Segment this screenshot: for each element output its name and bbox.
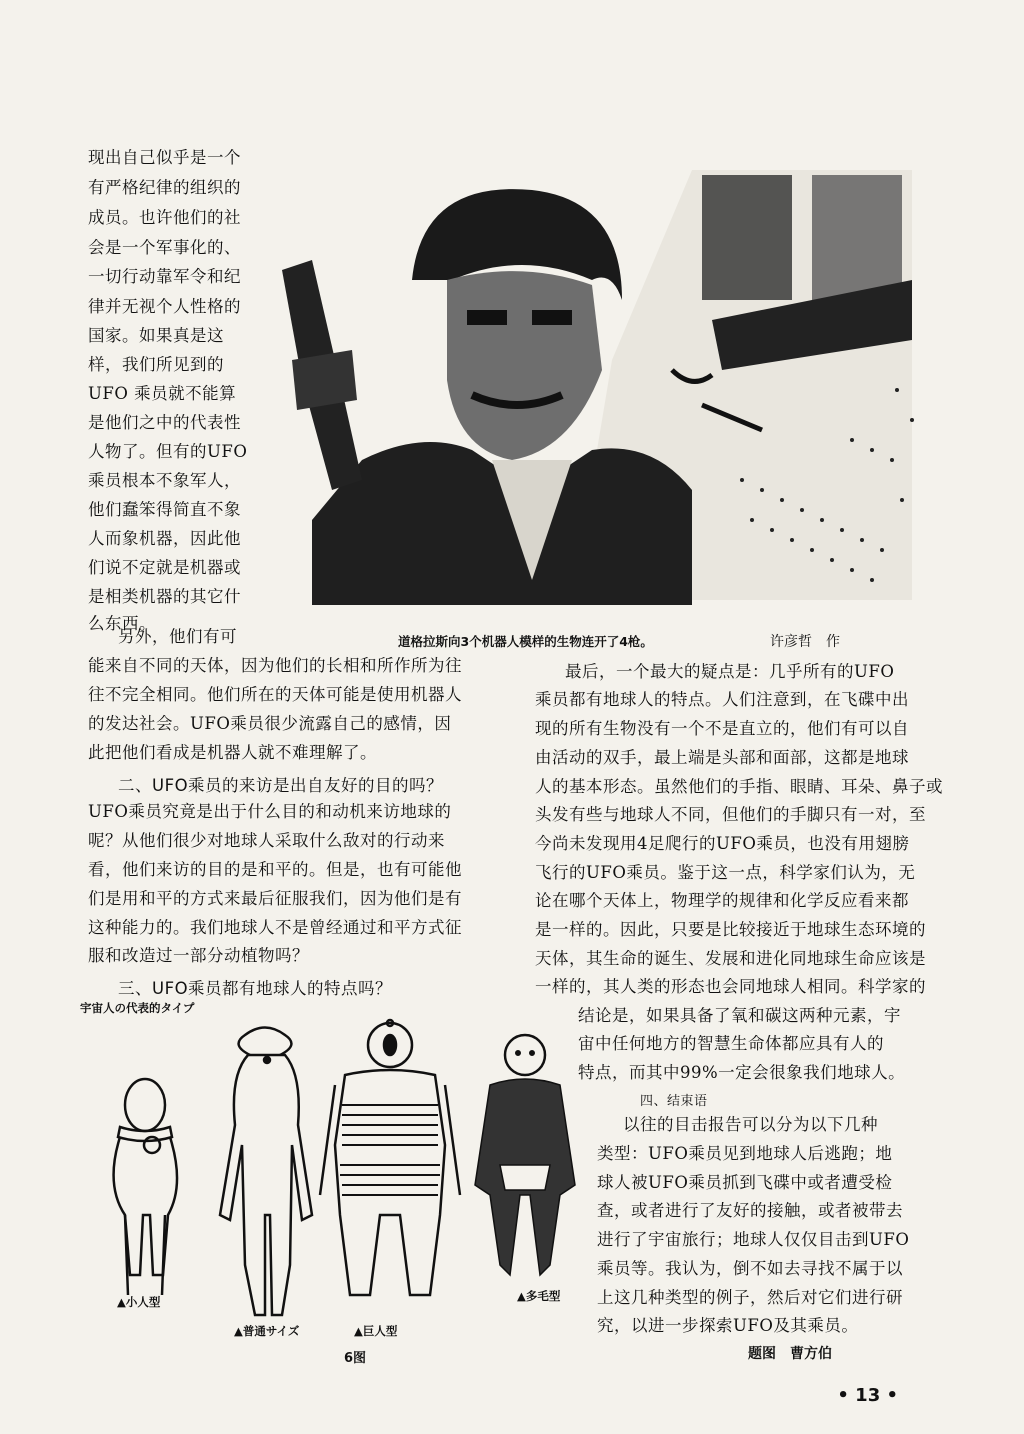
text-line: 最后，一个最大的疑点是：几乎所有的UFO [565,662,895,681]
photo-credit: 许彦哲 作 [770,634,840,650]
text-line: 头发有些与地球人不同，但他们的手脚只有一对，至 [535,805,926,824]
text-line: 人物了。但有的UFO [88,442,248,461]
text-line: 特点，而其中99%一定会很象我们地球人。 [578,1063,906,1082]
text-line: UFO乘员究竟是出于什么目的和动机来访地球的 [88,802,452,821]
text-line: 天体，其生命的诞生、发展和进化同地球生命应该是 [535,949,926,968]
text-line: 乘员根本不象军人， [88,471,241,490]
text-line: UFO 乘员就不能算 [88,384,237,403]
text-line: 他们蠢笨得简直不象 [88,500,241,519]
page-number: • 13 • [837,1385,898,1406]
section-heading-2: 二、UFO乘员的来访是出自友好的目的吗？ [118,776,444,795]
text-line: 的发达社会。UFO乘员很少流露自己的感情，因 [88,714,452,733]
text-line: 究，以进一步探索UFO及其乘员。 [597,1316,859,1335]
text-line: 今尚未发现用4足爬行的UFO乘员，也没有用翅膀 [535,834,910,853]
text-line: 进行了宇宙旅行；地球人仅仅目击到UFO [597,1230,910,1249]
text-line: 能来自不同的天体，因为他们的长相和所作所为往 [88,656,462,675]
label-normal-type: ▲普通サイズ [234,1324,300,1338]
text-line: 是他们之中的代表性 [88,413,241,432]
label-giant-type: ▲巨人型 [354,1324,398,1338]
text-line: 们说不定就是机器或 [88,558,241,577]
text-line: 以往的目击报告可以分为以下几种 [623,1115,878,1134]
alien-normal [220,1028,312,1316]
text-line: 飞行的UFO乘员。鉴于这一点，科学家们认为，无 [535,863,916,882]
text-line: 会是一个军事化的、 [88,238,241,257]
text-line: 现出自己似乎是一个 [88,148,241,167]
text-line: 结论是，如果具备了氧和碳这两种元素，宇 [578,1006,901,1025]
text-line: 往不完全相同。他们所在的天体可能是使用机器人 [88,685,462,704]
text-line: 这种能力的。我们地球人不是曾经通过和平方式征 [88,918,462,937]
illustration-photo [272,160,922,605]
text-line: 另外，他们有可 [118,627,237,646]
text-line: 类型：UFO乘员见到地球人后逃跑；地 [597,1144,893,1163]
figure-title: 宇宙人の代表的タイプ [80,1001,195,1015]
alien-giant [320,1020,460,1295]
text-line: 由活动的双手，最上端是头部和面部，这都是地球 [535,748,909,767]
text-line: 此把他们看成是机器人就不难理解了。 [88,743,377,762]
text-line: 么东西。 [88,614,156,633]
text-line: 现的所有生物没有一个不是直立的，他们有可以自 [535,719,909,738]
text-line: 乘员都有地球人的特点。人们注意到，在飞碟中出 [535,690,909,709]
label-small-type: ▲小人型 [117,1295,161,1309]
text-line: 成员。也许他们的社 [88,208,241,227]
text-line: 是一样的。因此，只要是比较接近于地球生态环境的 [535,920,926,939]
text-line: 论在哪个天体上，物理学的规律和化学反应看来都 [535,891,909,910]
text-line: 乘员等。我认为，倒不如去寻找不属于以 [597,1259,903,1278]
text-line: 律并无视个人性格的 [88,297,241,316]
text-line: 呢？从他们很少对地球人采取什么敌对的行动来 [88,831,445,850]
alien-hairy [475,1035,575,1275]
text-line: 一切行动靠军令和纪 [88,267,241,286]
text-line: 看，他们来访的目的是和平的。但是，也有可能他 [88,860,462,879]
title-art-credit: 题图 曹方伯 [748,1346,832,1362]
text-line: 一样的，其人类的形态也会同地球人相同。科学家的 [535,977,926,996]
text-line: 球人被UFO乘员抓到飞碟中或者遭受检 [597,1173,893,1192]
text-line: 上这几种类型的例子，然后对它们进行研 [597,1288,903,1307]
section-heading-3: 三、UFO乘员都有地球人的特点吗？ [118,979,393,998]
figure-number: 6图 [344,1351,367,1366]
alien-small [114,1079,177,1295]
text-line: 有严格纪律的组织的 [88,178,241,197]
text-line: 人而象机器，因此他 [88,529,241,548]
photo-caption: 道格拉斯向3个机器人模样的生物连开了4枪。 [398,634,653,649]
text-line: 是相类机器的其它什 [88,587,241,606]
text-line: 查，或者进行了友好的接触，或者被带去 [597,1201,903,1220]
text-line: 人的基本形态。虽然他们的手指、眼睛、耳朵、鼻子或 [535,777,943,796]
text-line: 国家。如果真是这 [88,326,224,345]
text-line: 宙中任何地方的智慧生命体都应具有人的 [578,1034,884,1053]
text-line: 们是用和平的方式来最后征服我们，因为他们是有 [88,889,462,908]
text-line: 服和改造过一部分动植物吗？ [88,946,309,965]
text-line: 样，我们所见到的 [88,355,224,374]
label-hairy-type: ▲多毛型 [517,1289,561,1303]
section-heading-4: 四、结束语 [640,1094,708,1109]
